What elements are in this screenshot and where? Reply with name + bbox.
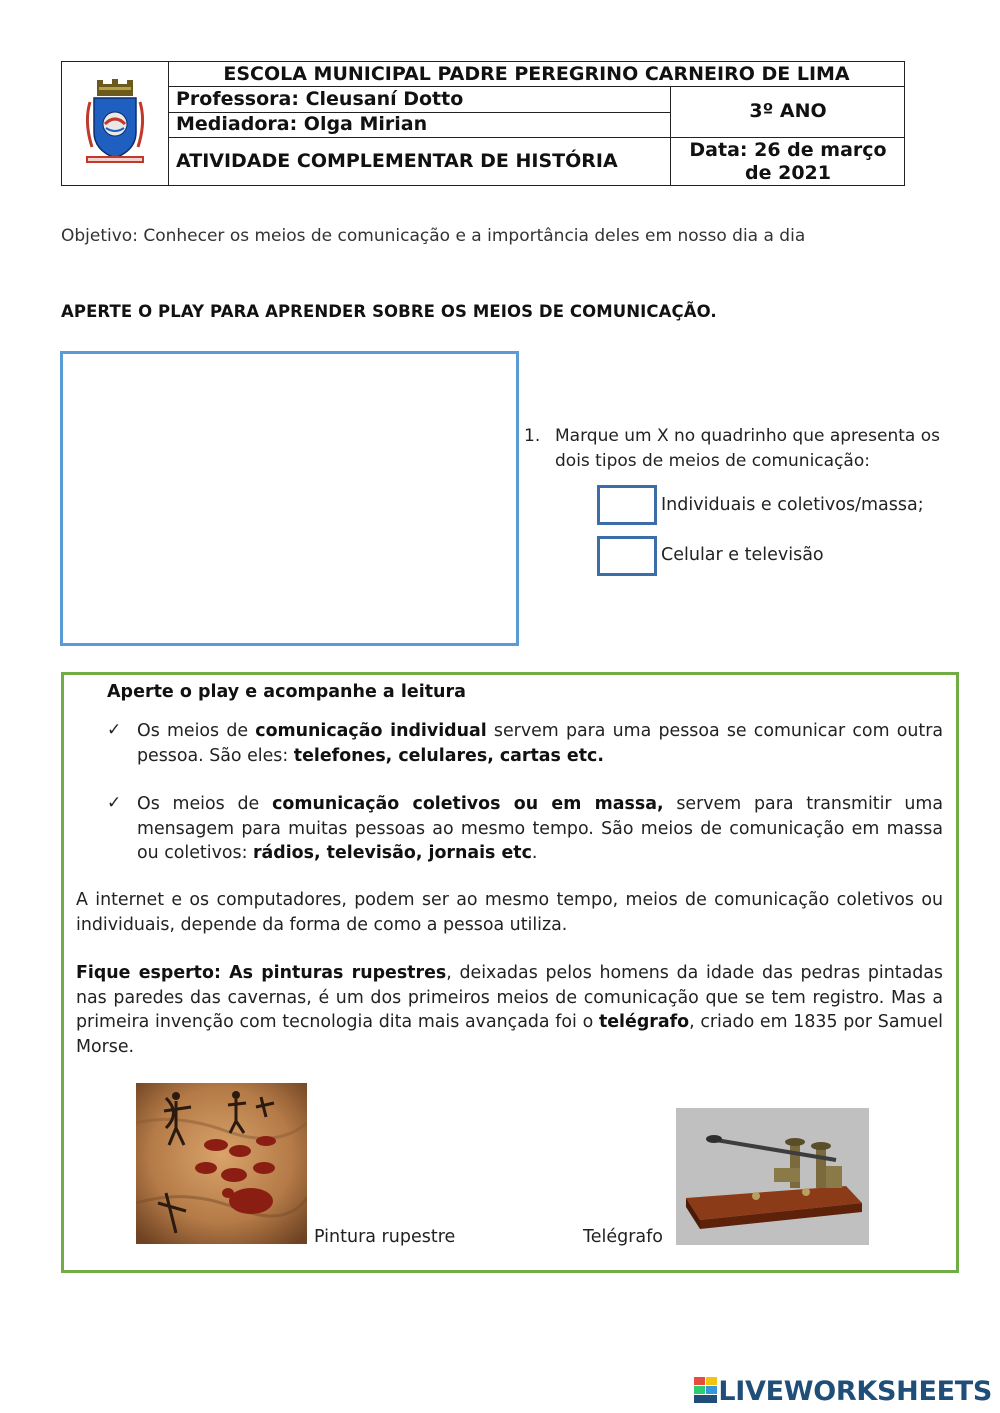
- activity-title: ATIVIDADE COMPLEMENTAR DE HISTÓRIA: [176, 150, 618, 172]
- date-line-1: Data: 26 de março: [689, 139, 887, 161]
- question-number: 1.: [524, 426, 541, 446]
- bullet-coletivo: Os meios de comunicação coletivos ou em massa, servem para transmitir uma mensagem para muitas pessoas ao mesmo tempo. São meios de comunicação em massa ou coletivos: rádios, televisão, jornais etc.: [137, 794, 943, 863]
- video-player-area[interactable]: [60, 351, 519, 646]
- option-checkbox-celular-televisao[interactable]: [597, 536, 657, 576]
- play-instruction: APERTE O PLAY PARA APRENDER SOBRE OS MEIOS DE COMUNICAÇÃO.: [61, 302, 717, 321]
- header-table: [61, 61, 905, 186]
- checkmark-icon: ✓: [107, 720, 122, 740]
- caption-pintura-rupestre: Pintura rupestre: [314, 1227, 456, 1247]
- option-checkbox-individual-coletivo[interactable]: [597, 485, 657, 525]
- internet-paragraph: A internet e os computadores, podem ser ao mesmo tempo, meios de comunicação coletivos ou individuais, depende da forma de como a pessoa utiliza.: [76, 890, 943, 935]
- logo-cell: [62, 62, 169, 185]
- cave-painting-image: [136, 1083, 307, 1244]
- teacher-name: Professora: Cleusaní Dotto: [176, 88, 464, 110]
- brand-text: LIVEWORKSHEETS: [718, 1376, 992, 1407]
- objective-text: Objetivo: Conhecer os meios de comunicação e a importância deles em nosso dia a dia: [61, 226, 806, 246]
- school-crest-icon: [62, 62, 168, 185]
- option-label-individual-coletivo: Individuais e coletivos/massa;: [661, 495, 924, 515]
- caption-telegrafo: Telégrafo: [583, 1227, 664, 1247]
- date-line-2: de 2021: [745, 162, 831, 184]
- checkmark-icon: ✓: [107, 793, 122, 813]
- liveworksheets-logo[interactable]: [694, 1376, 992, 1407]
- question-text: Marque um X no quadrinho que apresenta os dois tipos de meios de comunicação:: [555, 426, 940, 471]
- option-label-celular-televisao: Celular e televisão: [661, 545, 824, 565]
- school-name: ESCOLA MUNICIPAL PADRE PEREGRINO CARNEIRO DE LIMA: [223, 63, 850, 85]
- fique-esperto-paragraph: Fique esperto: As pinturas rupestres, deixadas pelos homens da idade das pedras pintadas nas paredes das cavernas, é um dos primeiros meios de comunicação que se tem registro. Mas a primeira invenção com tecnologia dita mais avançada foi o telégrafo, criado em 1835 por Samuel Morse.: [76, 963, 943, 1057]
- mediator-name: Mediadora: Olga Mirian: [176, 113, 428, 135]
- grade-label: 3º ANO: [749, 100, 827, 122]
- telegraph-image: [676, 1108, 869, 1245]
- bullet-individual: Os meios de comunicação individual servem para uma pessoa se comunicar com outra pessoa. São eles: telefones, celulares, cartas etc.: [137, 721, 943, 766]
- liveworksheets-logo-icon: [694, 1377, 718, 1403]
- reading-title: Aperte o play e acompanhe a leitura: [107, 682, 466, 702]
